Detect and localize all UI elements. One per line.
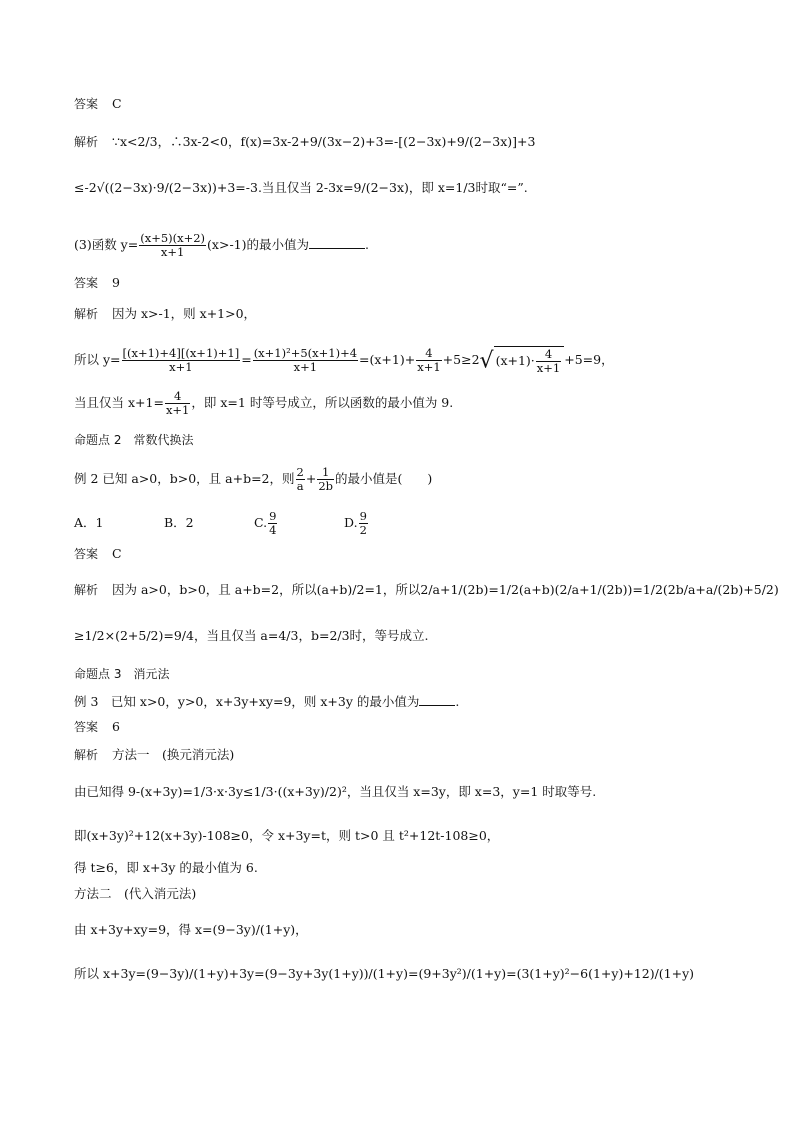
analysis-line-12	[74, 922, 308, 938]
answer-value: C	[112, 546, 122, 561]
formula-text: 由 x+3y+xy=9，得 x=(9−3y)/(1+y)，	[74, 922, 308, 937]
analysis-label: 解析	[74, 583, 99, 597]
numerator: (x+1)²+5(x+1)+4	[253, 346, 358, 360]
answer-label: 答案	[74, 97, 99, 111]
analysis-line-5	[74, 390, 453, 417]
method-title: 方法一 (换元消元法)	[112, 747, 235, 762]
analysis-line-3	[74, 306, 256, 322]
numerator: 9	[359, 509, 367, 523]
analysis-line-7	[74, 628, 429, 644]
analysis-line-1	[74, 134, 535, 150]
answer-value: 9	[112, 275, 120, 290]
fraction: $\frac{2}{a}$	[296, 465, 304, 493]
analysis-line-4: 所以 y= $\frac{[(x+1)+4][(x+1)+1]}{x+1}$ = $\frac{\text{(x+1)²+5(x+1)+4}}{x+1}$ =(x+1)+ $\frac{4}{x+1}$ +5≥2√ (x+1)· $\frac{4}{x+1}$ +5=9，	[74, 346, 614, 375]
option-label: D.	[344, 515, 358, 530]
formula-text: ≤-2√((2−3x)·9/(2−3x))+3=-3.当且仅当 2-3x=9/(2−3x)，即 x=1/3时取“=”.	[74, 180, 528, 195]
formula-text: 得 t≥6，即 x+3y 的最小值为 6.	[74, 860, 258, 875]
formula-text: 由已知得 9-(x+3y)=1/3·x·3y≤1/3·((x+3y)/2)²，当且仅当 x=3y，即 x=3，y=1 时取等号.	[74, 784, 597, 799]
example-text: 例 2 已知 a>0，b>0，且 a+b=2，则	[74, 471, 295, 486]
denominator: x+1	[165, 403, 190, 417]
option-a[interactable]	[74, 515, 164, 531]
formula-text: ，即 x=1 时等号成立，所以函数的最小值为 9.	[191, 395, 454, 410]
formula-text: 即(x+3y)²+12(x+3y)-108≥0，令 x+3y=t，则 t>0 且 t²+12t-108≥0，	[74, 828, 500, 843]
analysis-line-9	[74, 784, 596, 800]
answer-label: 答案	[74, 547, 99, 561]
question-text: (3)函数 y=	[74, 237, 139, 252]
analysis-line-10	[74, 828, 499, 844]
answer-blank[interactable]	[419, 693, 455, 706]
answer-value: C	[112, 96, 122, 111]
example-2: 例 2 已知 a>0，b>0，且 a+b=2，则 $\frac{2}{a}$ + $\frac{1}{2b}$ 的最小值是( )	[74, 465, 433, 493]
numerator: [(x+1)+4][(x+1)+1]	[122, 346, 240, 360]
analysis-label: 解析	[74, 135, 99, 149]
answer-line-4	[74, 719, 120, 735]
analysis-line-13	[74, 966, 694, 982]
fraction	[268, 510, 277, 537]
method-title: 方法二 (代入消元法)	[74, 886, 197, 901]
formula-text: 当且仅当 x+1=	[74, 395, 164, 410]
fraction	[139, 232, 206, 259]
formula-text: 因为 x>-1，则 x+1>0，	[112, 306, 257, 321]
answer-label: 答案	[74, 720, 99, 734]
analysis-line-6	[74, 582, 779, 598]
denominator: x+1	[536, 361, 561, 375]
sqrt-expression: √ (x+1)· $\frac{4}{x+1}$	[480, 346, 565, 375]
numerator: 9	[269, 509, 277, 523]
formula-text: ≥1/2×(2+5/2)=9/4，当且仅当 a=4/3，b=2/3时，等号成立.	[74, 628, 429, 643]
answer-line-1	[74, 96, 122, 112]
numerator: 4	[544, 347, 553, 361]
options-row	[74, 510, 434, 537]
fraction	[359, 510, 368, 537]
method-2-title	[74, 886, 196, 902]
fraction	[122, 347, 241, 374]
denominator: x+1	[139, 245, 206, 259]
fraction	[165, 390, 190, 417]
fraction	[253, 347, 358, 374]
formula-text: 所以 x+3y=(9−3y)/(1+y)+3y=(9−3y+3y(1+y))/(1+y)=(9+3y²)/(1+y)=(3(1+y)²−6(1+y)+12)/(1+y)	[74, 966, 695, 981]
question-text: (x>-1)的最小值为	[207, 237, 310, 252]
analysis-label: 解析	[74, 307, 99, 321]
answer-line-3	[74, 546, 122, 562]
option-c[interactable]	[254, 510, 344, 537]
analysis-line-8	[74, 747, 234, 763]
fraction: $\frac{1}{2b}$	[318, 465, 334, 493]
option-label: A．1	[74, 515, 104, 530]
option-label: B．2	[164, 515, 194, 530]
formula-text: +5=9，	[564, 352, 614, 367]
denominator: x+1	[122, 360, 241, 374]
option-b[interactable]	[164, 515, 254, 531]
section-3-title	[74, 666, 179, 682]
question-3: (3)函数 y= $\frac{(x+5)(x+2)}{x+1}$ (x>-1)的最小值为 .	[74, 231, 369, 259]
answer-value: 6	[112, 719, 120, 734]
formula-text: 因为 a>0，b>0，且 a+b=2，所以(a+b)/2=1，所以2/a+1/(2b)=1/2(a+b)(2/a+1/(2b))=1/2(2b/a+a/(2b)+5/2)	[112, 582, 779, 597]
fraction	[536, 348, 561, 375]
section-title: 命题点 3 消元法	[74, 667, 170, 681]
denominator: 4	[269, 523, 277, 537]
answer-label: 答案	[74, 276, 99, 290]
analysis-line-2	[74, 180, 528, 196]
fraction	[416, 347, 441, 374]
section-2-title	[74, 432, 203, 448]
example-3: 例 3 已知 x>0，y>0，x+3y+xy=9，则 x+3y 的最小值为 .	[74, 694, 460, 709]
section-title: 命题点 2 常数代换法	[74, 433, 194, 447]
formula-text: ∵x<2/3，∴3x-2<0，f(x)=3x-2+9/(3x−2)+3=-[(2−3x)+9/(2−3x)]+3	[112, 134, 536, 149]
example-text: 例 3 已知 x>0，y>0，x+3y+xy=9，则 x+3y 的最小值为	[74, 694, 420, 709]
answer-blank[interactable]	[309, 236, 365, 249]
denominator: x+1	[253, 360, 358, 374]
denominator: 2	[359, 523, 367, 537]
formula-text: 所以 y=	[74, 352, 121, 367]
numerator: (x+5)(x+2)	[140, 231, 206, 245]
analysis-label: 解析	[74, 748, 99, 762]
answer-line-2	[74, 275, 120, 291]
numerator: 4	[174, 389, 182, 403]
analysis-line-11	[74, 860, 258, 876]
denominator: x+1	[417, 360, 441, 374]
numerator: 4	[425, 346, 433, 360]
example-text: 的最小值是( )	[335, 471, 433, 486]
option-label: C.	[254, 515, 268, 530]
option-d[interactable]	[344, 510, 434, 537]
